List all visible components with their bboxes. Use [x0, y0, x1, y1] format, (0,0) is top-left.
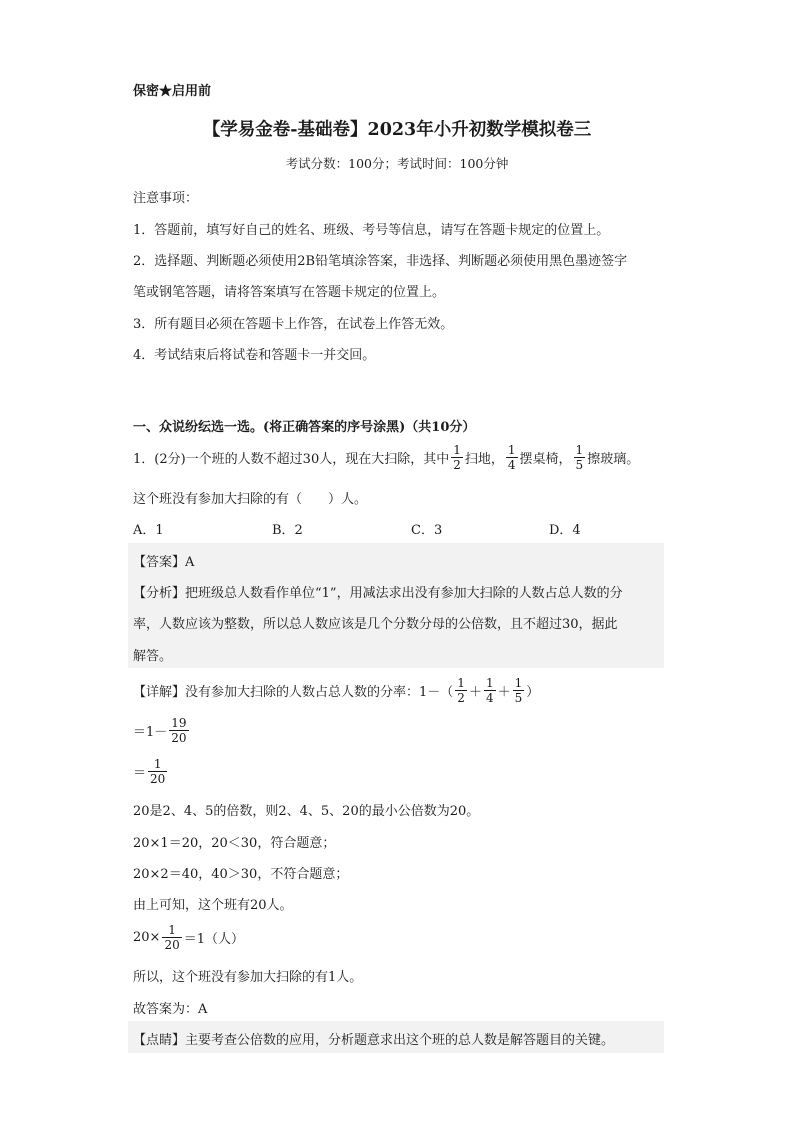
option-c: C．3	[411, 523, 443, 538]
stem-text: 扫地，	[464, 452, 504, 467]
notes-heading: 注意事项：	[133, 191, 199, 206]
stem-text: 1．(2分)一个班的人数不超过30人，现在大扫除，其中	[133, 452, 450, 467]
detail-line	[133, 676, 539, 705]
stem-text: 摆桌椅，	[519, 452, 572, 467]
stem-text: 擦玻璃。	[587, 452, 640, 467]
solution-shade	[128, 543, 664, 668]
analysis-line: 【分析】把班级总人数看作单位“1”，用减法求出没有参加大扫除的人数占总人数的分	[133, 586, 623, 601]
analysis-line: 解答。	[133, 649, 173, 664]
comment-line: 【点睛】主要考查公倍数的应用，分析题意求出这个班的总人数是解答题目的关键。	[133, 1033, 615, 1048]
calc-text: ＝1（人）	[183, 932, 244, 947]
calc-text: 20×	[133, 930, 161, 945]
confidential-label: 保密★启用前	[133, 84, 212, 99]
fraction: $\frac{1}{4}$	[507, 443, 516, 472]
question-1-stem-line2: 这个班没有参加大扫除的有（ ）人。	[133, 492, 368, 507]
detail-text-line: 20×2＝40，40＞30，不符合题意；	[133, 867, 349, 882]
fraction: $\frac{1}{20}$	[164, 923, 180, 952]
note-item: 4．考试结束后将试卷和答题卡一并交回。	[133, 348, 376, 363]
fraction: $\frac{1}{4}$	[485, 676, 494, 705]
step-1	[133, 716, 191, 745]
note-item: 3．所有题目必须在答题卡上作答，在试卷上作答无效。	[133, 317, 454, 332]
option-b: B．2	[272, 523, 303, 538]
fraction: $\frac{1}{5}$	[514, 676, 523, 705]
fraction: $\frac{1}{20}$	[150, 757, 166, 786]
final-answer-line: 故答案为：A	[133, 1002, 208, 1017]
step-text: ＝	[133, 766, 147, 781]
fraction: $\frac{1}{2}$	[457, 676, 465, 705]
exam-info: 考试分数：100分；考试时间：100分钟	[285, 156, 509, 171]
fraction: $\frac{1}{5}$	[575, 443, 584, 472]
plus-sign: ＋	[497, 685, 511, 700]
close-paren: ）	[526, 685, 540, 700]
note-item: 1．答题前，填写好自己的姓名、班级、考号等信息，请写在答题卡规定的位置上。	[133, 223, 610, 238]
answer-line: 【答案】A	[133, 555, 195, 570]
section-heading: 一、众说纷纭选一选。(将正确答案的序号涂黑)（共10分）	[133, 420, 476, 435]
fraction: $\frac{19}{20}$	[171, 716, 187, 745]
detail-text-line: 20是2、4、5的倍数，则2、4、5、20的最小公倍数为20。	[133, 804, 480, 819]
page-title: 【学易金卷-基础卷】2023年小升初数学模拟卷三	[202, 120, 592, 140]
question-1-stem	[133, 443, 639, 472]
conclusion-line: 所以，这个班没有参加大扫除的有1人。	[133, 970, 363, 985]
detail-text-line: 由上可知，这个班有20人。	[133, 898, 293, 913]
fraction: $\frac{1}{2}$	[453, 443, 461, 472]
note-item: 2．选择题、判断题必须使用2B铅笔填涂答案，非选择、判断题必须使用黑色墨迹签字	[133, 254, 628, 269]
detail-text-line: 20×1＝20，20＜30，符合题意；	[133, 836, 336, 851]
step-text: ＝1－	[133, 725, 168, 740]
option-a: A．1	[133, 523, 164, 538]
note-item: 笔或钢笔答题，请将答案填写在答题卡规定的位置上。	[133, 285, 446, 300]
step-2	[133, 757, 169, 786]
calc-line	[133, 923, 244, 952]
option-d: D．4	[549, 523, 581, 538]
plus-sign: ＋	[468, 685, 482, 700]
detail-label: 【详解】	[133, 685, 186, 700]
analysis-line: 率，人数应该为整数，所以总人数应该是几个分数分母的公倍数，且不超过30，据此	[133, 617, 618, 632]
detail-text: 没有参加大扫除的人数占总人数的分率：1－（	[185, 685, 454, 700]
